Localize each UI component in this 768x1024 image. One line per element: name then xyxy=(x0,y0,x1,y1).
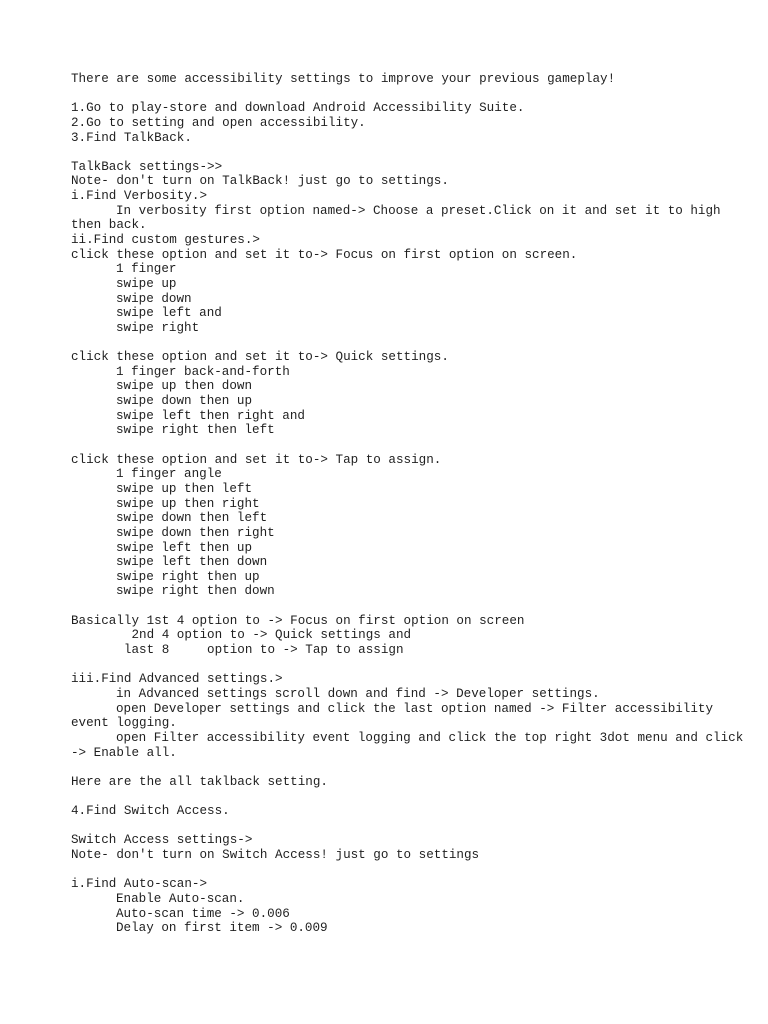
spacer xyxy=(71,819,751,834)
spacer xyxy=(71,863,751,878)
group3-item: swipe up then right xyxy=(116,496,260,511)
group1-title: click these option and set it to-> Focus on first option on screen. xyxy=(71,247,578,262)
spacer xyxy=(71,789,751,804)
group3-item: swipe down then right xyxy=(116,525,275,540)
group3-item: swipe right then up xyxy=(116,569,260,584)
spacer xyxy=(71,599,751,614)
switch-access-heading: Switch Access settings-> xyxy=(71,833,253,848)
spacer xyxy=(71,336,751,351)
group1-item: swipe left and xyxy=(116,306,222,321)
document-page xyxy=(71,72,751,936)
spacer xyxy=(71,145,751,160)
group2-title: click these option and set it to-> Quick settings. xyxy=(71,350,449,365)
group1-item: 1 finger xyxy=(116,262,177,277)
spacer xyxy=(71,438,751,453)
group2-item: swipe down then up xyxy=(116,394,253,409)
group3-title: click these option and set it to-> Tap to assign. xyxy=(71,452,442,467)
group3-item: swipe up then left xyxy=(116,481,253,496)
group1-item: swipe up xyxy=(116,277,177,291)
step-4: 4.Find Switch Access. xyxy=(71,804,230,819)
group3-item: 1 finger angle xyxy=(116,467,222,482)
verbosity-title: i.Find Verbosity.> xyxy=(71,189,208,204)
step-3: 3.Find TalkBack. xyxy=(71,130,192,145)
verbosity-text: In verbosity first option named-> Choose a preset.Click on it and set it to high then back. xyxy=(71,203,729,233)
advanced-step: in Advanced settings scroll down and find -> Developer settings. xyxy=(116,686,600,701)
group1-item: swipe right xyxy=(116,320,200,335)
summary-line: 2nd 4 option to -> Quick settings and xyxy=(71,628,412,643)
autoscan-item: Enable Auto-scan. xyxy=(116,891,245,906)
step-1: 1.Go to play-store and download Android Accessibility Suite. xyxy=(71,101,525,116)
group2-item: swipe up then down xyxy=(116,379,253,394)
group3-item: swipe left then up xyxy=(116,540,253,555)
autoscan-title: i.Find Auto-scan-> xyxy=(71,877,208,892)
switch-access-note: Note- don't turn on Switch Access! just go to settings xyxy=(71,848,480,863)
talkback-closing: Here are the all taklback setting. xyxy=(71,774,328,789)
spacer xyxy=(71,760,751,775)
group2-item: swipe right then left xyxy=(116,423,275,438)
advanced-title: iii.Find Advanced settings.> xyxy=(71,672,283,687)
gestures-title: ii.Find custom gestures.> xyxy=(71,233,260,248)
summary-line: last 8 option to -> Tap to assign xyxy=(71,643,404,658)
spacer xyxy=(71,87,751,102)
talkback-heading: TalkBack settings->> xyxy=(71,159,223,174)
group3-item: swipe down then left xyxy=(116,511,268,526)
advanced-step: open Filter accessibility event logging and click the top right 3dot menu and click -> Enable all. xyxy=(71,730,751,760)
summary-line: Basically 1st 4 option to -> Focus on first option on screen xyxy=(71,613,525,628)
group2-item: 1 finger back-and-forth xyxy=(116,364,290,379)
spacer xyxy=(71,658,751,673)
intro-text: There are some accessibility settings to improve your previous gameplay! xyxy=(71,72,616,86)
group3-item: swipe right then down xyxy=(116,584,275,599)
autoscan-item: Delay on first item -> 0.009 xyxy=(116,921,328,936)
group2-item: swipe left then right and xyxy=(116,408,305,423)
autoscan-item: Auto-scan time -> 0.006 xyxy=(116,906,290,921)
step-2: 2.Go to setting and open accessibility. xyxy=(71,115,366,130)
talkback-note: Note- don't turn on TalkBack! just go to settings. xyxy=(71,174,449,189)
group1-item: swipe down xyxy=(116,291,192,306)
group3-item: swipe left then down xyxy=(116,555,268,570)
advanced-step: open Developer settings and click the last option named -> Filter accessibility event logging. xyxy=(71,701,721,731)
